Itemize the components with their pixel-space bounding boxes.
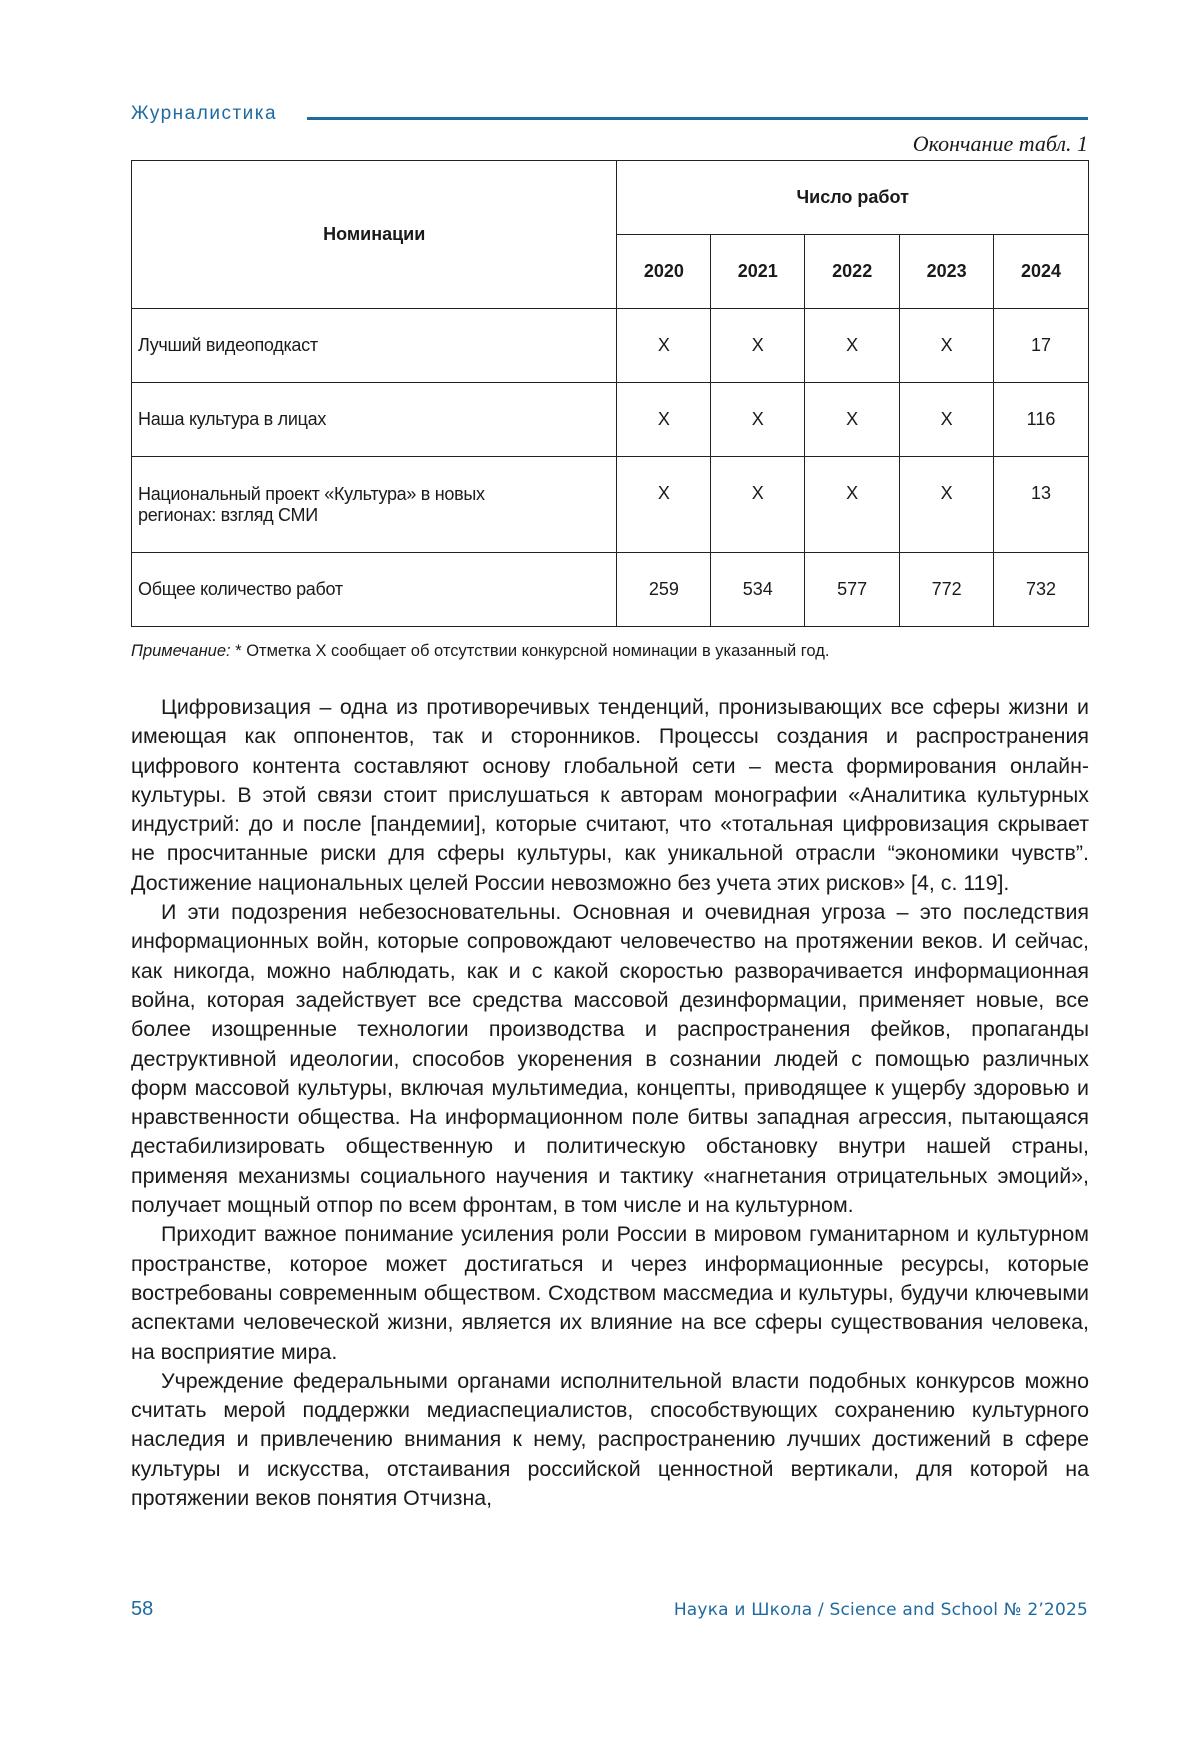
- journal-title: Наука и Школа / Science and School № 2’2025: [673, 1600, 1088, 1620]
- header-year: 2024: [994, 235, 1089, 309]
- table-caption: Окончание табл. 1: [912, 131, 1088, 156]
- count-cell: 732: [994, 553, 1089, 627]
- count-cell: Х: [617, 457, 711, 553]
- header-rule: [307, 117, 1088, 120]
- header-nominations: Номинации: [132, 161, 617, 309]
- header-year: 2023: [900, 235, 994, 309]
- page-number: 58: [131, 1598, 154, 1620]
- count-cell: 116: [994, 383, 1089, 457]
- count-cell: Х: [711, 457, 805, 553]
- count-cell: Х: [617, 309, 711, 383]
- header-works-count: Число работ: [617, 161, 1089, 235]
- running-header: [131, 103, 1088, 125]
- count-cell: Х: [617, 383, 711, 457]
- note-text: * Отметка Х сообщает об отсутствии конкурсной номинации в указанный год.: [230, 642, 830, 660]
- count-cell: Х: [805, 457, 900, 553]
- paragraph: Приходит важное понимание усиления роли России в мировом гуманитарном и культурном пространстве, которое может достигаться и через информационные ресурсы, которые востребованы современным обществом. Сходством массмедиа и культуры, будучи ключевыми аспектами человеческой жизни, является их влияние на все сферы существования человека, на восприятие мира.: [131, 1222, 1089, 1364]
- paragraph: Цифровизация – одна из противоречивых тенденций, пронизывающих все сферы жизни и имеющая как оппонентов, так и сторонников. Процессы создания и распространения цифрового контента составляют основу глобальной сети – места формирования онлайн-культуры. В этой связи стоит прислушаться к авторам монографии «Аналитика культурных индустрий: до и после [пандемии], которые считают, что «тотальная цифровизация скрывает не просчитанные риски для сферы культуры, как уникальной отрасли “экономики чувств”. Достижение национальных целей России невозможно без учета этих рисков» [4, с. 119].: [131, 695, 1089, 895]
- paragraph: И эти подозрения небезосновательны. Основная и очевидная угроза – это последствия информационных войн, которые сопровождают человечество на протяжении веков. И сейчас, как никогда, можно наблюдать, как и с какой скоростью разворачивается информационная война, которая задействует все средства массовой дезинформации, применяет новые, все более изощренные технологии производства и распространения фейков, пропаганды деструктивной идеологии, способов укоренения в сознании людей с помощью различных форм массовой культуры, включая мультимедиа, концепты, приводящее к ущербу здоровью и нравственности общества. На информационном поле битвы западная агрессия, пытающаяся дестабилизировать общественную и политическую обстановку внутри нашей страны, применяя механизмы социального научения и тактику «нагнетания отрицательных эмоций», получает мощный отпор по всем фронтам, в том числе и на культурном.: [131, 900, 1089, 1218]
- table-note: [131, 642, 829, 661]
- count-cell: Х: [900, 457, 994, 553]
- nomination-name: Национальный проект «Культура» в новых регионах: взгляд СМИ: [132, 457, 617, 553]
- count-cell: Х: [900, 383, 994, 457]
- count-cell: Х: [805, 383, 900, 457]
- count-cell: 534: [711, 553, 805, 627]
- count-cell: 259: [617, 553, 711, 627]
- works-table: [131, 160, 1089, 627]
- table-row: [132, 553, 1089, 627]
- table-row: [132, 309, 1089, 383]
- nomination-name: Наша культура в лицах: [132, 383, 617, 457]
- header-year: 2021: [711, 235, 805, 309]
- article-body: [131, 693, 1089, 1513]
- header-year: 2020: [617, 235, 711, 309]
- count-cell: Х: [900, 309, 994, 383]
- count-cell: 577: [805, 553, 900, 627]
- paragraph: Учреждение федеральными органами исполнительной власти подобных конкурсов можно считать мерой поддержки медиаспециалистов, способствующих сохранению культурного наследия и привлечению внимания к нему, распространению лучших достижений в сфере культуры и искусства, отстаивания российской ценностной вертикали, для которой на протяжении веков понятия Отчизна,: [131, 1368, 1089, 1511]
- nomination-name: Лучший видеоподкаст: [132, 309, 617, 383]
- count-cell: Х: [711, 383, 805, 457]
- section-title: Журналистика: [131, 103, 281, 125]
- count-cell: 17: [994, 309, 1089, 383]
- count-cell: Х: [805, 309, 900, 383]
- table-row: [132, 383, 1089, 457]
- count-cell: 772: [900, 553, 994, 627]
- note-label: Примечание:: [131, 642, 231, 660]
- nomination-name: Общее количество работ: [132, 553, 617, 627]
- table-row: [132, 457, 1089, 553]
- count-cell: 13: [994, 457, 1089, 553]
- header-year: 2022: [805, 235, 900, 309]
- count-cell: Х: [711, 309, 805, 383]
